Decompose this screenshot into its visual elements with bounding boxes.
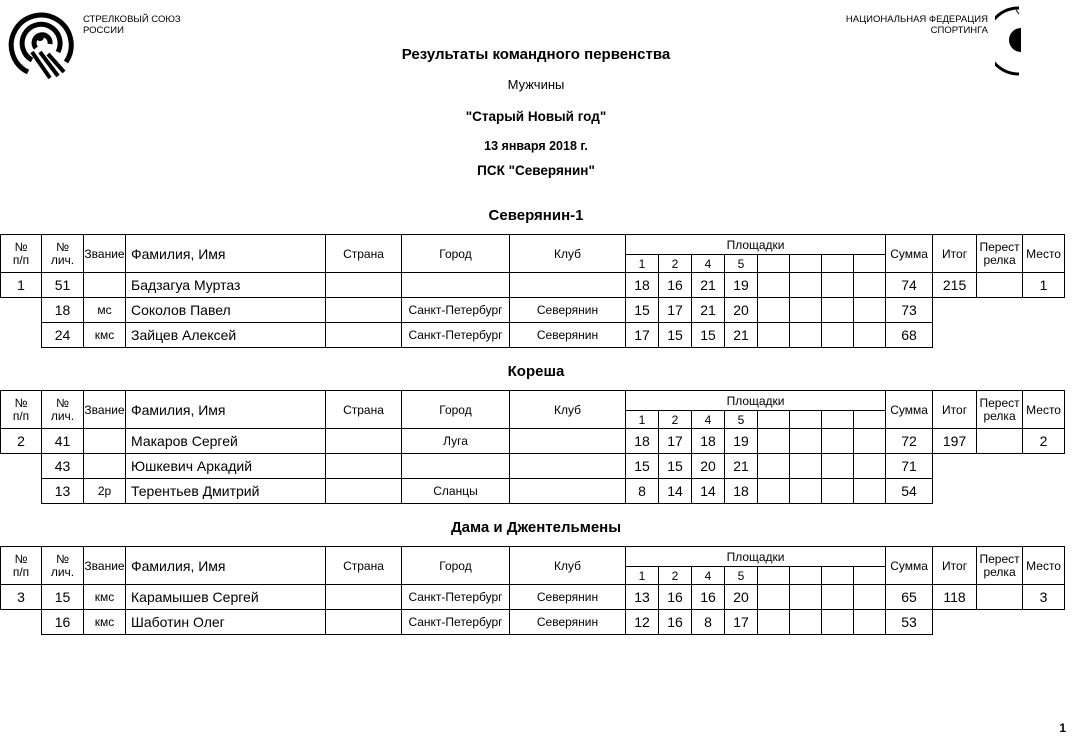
range-empty-cell [790, 273, 822, 298]
sporting-federation-logo [995, 6, 1021, 76]
range-empty-cell [790, 479, 822, 504]
blank-cell [977, 298, 1023, 323]
col-header-name: Фамилия, Имя [126, 235, 326, 273]
col-header-shootoff [977, 547, 1023, 585]
license-number: 24 [42, 323, 84, 348]
license-number: 43 [42, 454, 84, 479]
range-score: 14 [659, 479, 692, 504]
range-score: 8 [692, 610, 725, 635]
col-header-name: Фамилия, Имя [126, 547, 326, 585]
range-empty-cell [790, 298, 822, 323]
shooter-sum: 73 [886, 298, 933, 323]
blank-cell [1, 298, 42, 323]
blank-cell [1023, 610, 1065, 635]
col-header-lic-line1: № [56, 239, 69, 254]
shooter-sum: 65 [886, 585, 933, 610]
rank [84, 429, 126, 454]
team-name: Дама и Джентельмены [450, 519, 622, 536]
range-score: 17 [659, 429, 692, 454]
org-right-line2: СПОРТИНГА [930, 25, 988, 36]
range-number: 4 [692, 567, 725, 585]
col-header-shootoff-line2: релка [983, 408, 1016, 423]
city: Санкт-Петербург [402, 298, 510, 323]
col-header-num-line2: п/п [12, 408, 30, 423]
col-header-ranges: Площадки [626, 547, 886, 567]
range-empty-cell [854, 610, 886, 635]
col-header-shootoff-line1: Перест [979, 551, 1020, 566]
team-total: 197 [933, 429, 977, 454]
col-header-city: Город [402, 391, 510, 429]
country [326, 479, 402, 504]
range-number: 5 [725, 255, 758, 273]
shooter-name: Макаров Сергей [126, 429, 326, 454]
team-place: 2 [1023, 429, 1065, 454]
col-header-ranges: Площадки [626, 235, 886, 255]
col-header-shootoff-line1: Перест [979, 395, 1020, 410]
country [326, 273, 402, 298]
range-empty-cell [822, 454, 854, 479]
blank-cell [933, 454, 977, 479]
range-empty-cell [758, 454, 790, 479]
range-empty-cell [854, 479, 886, 504]
team-name: Северянин-1 [488, 207, 584, 224]
col-header-country: Страна [326, 235, 402, 273]
country [326, 585, 402, 610]
col-header-lic-line2: лич. [50, 408, 75, 423]
range-score: 20 [692, 454, 725, 479]
club [510, 454, 626, 479]
org-left-line2: РОССИИ [83, 25, 124, 36]
range-score: 19 [725, 273, 758, 298]
country [326, 429, 402, 454]
range-score: 21 [725, 323, 758, 348]
table-row [1, 273, 1065, 298]
range-empty-cell [790, 323, 822, 348]
org-left-line1: СТРЕЛКОВЫЙ СОЮЗ [83, 14, 181, 25]
col-header-num [1, 391, 42, 429]
col-header-rank: Звание [84, 547, 126, 585]
shooter-name: Карамышев Сергей [126, 585, 326, 610]
license-number: 41 [42, 429, 84, 454]
col-header-club: Клуб [510, 391, 626, 429]
range-empty-cell [854, 273, 886, 298]
range-empty-cell [758, 585, 790, 610]
rank [84, 454, 126, 479]
range-empty-cell [790, 429, 822, 454]
range-score: 15 [626, 454, 659, 479]
range-empty-cell [854, 255, 886, 273]
city: Сланцы [402, 479, 510, 504]
range-empty-cell [854, 411, 886, 429]
range-empty-cell [758, 273, 790, 298]
org-right-line1: НАЦИОНАЛЬНАЯ ФЕДЕРАЦИЯ [845, 14, 988, 25]
col-header-total: Итог [933, 235, 977, 273]
range-empty-cell [790, 585, 822, 610]
range-score: 20 [725, 585, 758, 610]
blank-cell [1, 610, 42, 635]
team-results-table [0, 234, 1065, 348]
col-header-sum: Сумма [886, 235, 933, 273]
range-score: 12 [626, 610, 659, 635]
shooter-sum: 74 [886, 273, 933, 298]
col-header-total: Итог [933, 391, 977, 429]
range-score: 17 [659, 298, 692, 323]
range-number: 4 [692, 411, 725, 429]
blank-cell [933, 298, 977, 323]
table-row [1, 610, 1065, 635]
col-header-num-line1: № [14, 395, 28, 410]
team-number: 2 [1, 429, 42, 454]
blank-cell [977, 323, 1023, 348]
range-number: 2 [659, 255, 692, 273]
team-name: Кореша [507, 363, 565, 380]
range-score: 17 [725, 610, 758, 635]
blank-cell [1, 323, 42, 348]
range-empty-cell [790, 567, 822, 585]
col-header-lic-line1: № [56, 395, 69, 410]
event-date: 13 января 2018 г. [484, 139, 588, 153]
city: Луга [402, 429, 510, 454]
range-empty-cell [854, 585, 886, 610]
range-empty-cell [854, 298, 886, 323]
license-number: 16 [42, 610, 84, 635]
range-number: 2 [659, 411, 692, 429]
rank: кмс [84, 610, 126, 635]
license-number: 18 [42, 298, 84, 323]
range-empty-cell [822, 298, 854, 323]
range-number: 5 [725, 567, 758, 585]
range-empty-cell [758, 323, 790, 348]
col-header-lic [42, 391, 84, 429]
blank-cell [933, 479, 977, 504]
col-header-num-line2: п/п [12, 564, 30, 579]
shooter-sum: 68 [886, 323, 933, 348]
range-empty-cell [822, 567, 854, 585]
col-header-shootoff-line2: релка [983, 564, 1016, 579]
range-empty-cell [790, 454, 822, 479]
shooter-sum: 71 [886, 454, 933, 479]
range-empty-cell [854, 429, 886, 454]
shooter-name: Терентьев Дмитрий [126, 479, 326, 504]
range-empty-cell [790, 610, 822, 635]
range-score: 13 [626, 585, 659, 610]
range-score: 17 [626, 323, 659, 348]
col-header-country: Страна [326, 391, 402, 429]
col-header-lic [42, 547, 84, 585]
club [510, 273, 626, 298]
shootoff-cell [977, 273, 1023, 298]
col-header-total: Итог [933, 547, 977, 585]
blank-cell [1, 454, 42, 479]
blank-cell [1, 479, 42, 504]
range-empty-cell [854, 567, 886, 585]
team-number: 1 [1, 273, 42, 298]
col-header-num-line1: № [14, 239, 28, 254]
col-header-sum: Сумма [886, 391, 933, 429]
range-score: 21 [692, 273, 725, 298]
blank-cell [1023, 323, 1065, 348]
col-header-num [1, 235, 42, 273]
range-score: 15 [659, 454, 692, 479]
team-number: 3 [1, 585, 42, 610]
org-name-right [846, 14, 988, 36]
range-score: 16 [659, 585, 692, 610]
range-empty-cell [822, 255, 854, 273]
country [326, 323, 402, 348]
rank: 2р [84, 479, 126, 504]
blank-cell [977, 454, 1023, 479]
col-header-sum: Сумма [886, 547, 933, 585]
shooter-name: Шаботин Олег [126, 610, 326, 635]
range-score: 18 [692, 429, 725, 454]
blank-cell [1023, 454, 1065, 479]
col-header-ranges: Площадки [626, 391, 886, 411]
range-number: 5 [725, 411, 758, 429]
city: Санкт-Петербург [402, 323, 510, 348]
range-number: 1 [626, 255, 659, 273]
shooter-sum: 72 [886, 429, 933, 454]
range-number: 2 [659, 567, 692, 585]
col-header-shootoff [977, 391, 1023, 429]
col-header-num-line2: п/п [12, 252, 30, 267]
shooting-union-logo [6, 2, 74, 80]
range-empty-cell [822, 323, 854, 348]
range-empty-cell [790, 255, 822, 273]
range-empty-cell [822, 273, 854, 298]
team-place: 1 [1023, 273, 1065, 298]
col-header-club: Клуб [510, 235, 626, 273]
report-title: Результаты командного первенства [401, 46, 671, 63]
range-number: 4 [692, 255, 725, 273]
col-header-lic-line2: лич. [50, 564, 75, 579]
page-number: 1 [1059, 721, 1066, 735]
city [402, 454, 510, 479]
col-header-lic [42, 235, 84, 273]
range-empty-cell [822, 585, 854, 610]
range-empty-cell [790, 411, 822, 429]
event-name: "Старый Новый год" [465, 109, 607, 124]
col-header-place: Место [1023, 391, 1065, 429]
range-score: 15 [626, 298, 659, 323]
col-header-name: Фамилия, Имя [126, 391, 326, 429]
city [402, 273, 510, 298]
range-empty-cell [758, 298, 790, 323]
shootoff-cell [977, 429, 1023, 454]
range-score: 18 [626, 429, 659, 454]
col-header-club: Клуб [510, 547, 626, 585]
rank: кмс [84, 585, 126, 610]
license-number: 13 [42, 479, 84, 504]
club [510, 479, 626, 504]
shooter-sum: 54 [886, 479, 933, 504]
blank-cell [1023, 298, 1065, 323]
range-empty-cell [758, 479, 790, 504]
shootoff-cell [977, 585, 1023, 610]
range-score: 18 [725, 479, 758, 504]
range-score: 20 [725, 298, 758, 323]
club: Северянин [510, 610, 626, 635]
rank: кмс [84, 323, 126, 348]
range-empty-cell [822, 479, 854, 504]
col-header-shootoff [977, 235, 1023, 273]
shooter-name: Соколов Павел [126, 298, 326, 323]
col-header-num-line1: № [14, 551, 28, 566]
col-header-city: Город [402, 235, 510, 273]
blank-cell [933, 323, 977, 348]
col-header-city: Город [402, 547, 510, 585]
range-score: 14 [692, 479, 725, 504]
range-empty-cell [758, 255, 790, 273]
blank-cell [933, 610, 977, 635]
col-header-lic-line2: лич. [50, 252, 75, 267]
org-name-left [83, 14, 181, 36]
range-empty-cell [854, 323, 886, 348]
table-row [1, 479, 1065, 504]
license-number: 51 [42, 273, 84, 298]
range-number: 1 [626, 567, 659, 585]
event-venue: ПСК "Северянин" [477, 163, 595, 178]
country [326, 454, 402, 479]
license-number: 15 [42, 585, 84, 610]
range-score: 16 [692, 585, 725, 610]
club [510, 429, 626, 454]
city: Санкт-Петербург [402, 610, 510, 635]
team-total: 215 [933, 273, 977, 298]
col-header-place: Место [1023, 547, 1065, 585]
team-results-table [0, 546, 1065, 635]
table-row [1, 429, 1065, 454]
col-header-place: Место [1023, 235, 1065, 273]
table-row [1, 298, 1065, 323]
range-score: 19 [725, 429, 758, 454]
range-score: 15 [692, 323, 725, 348]
team-place: 3 [1023, 585, 1065, 610]
club: Северянин [510, 585, 626, 610]
col-header-shootoff-line2: релка [983, 252, 1016, 267]
shooter-name: Бадзагуа Муртаз [126, 273, 326, 298]
blank-cell [977, 610, 1023, 635]
col-header-country: Страна [326, 547, 402, 585]
blank-cell [977, 479, 1023, 504]
rank: мс [84, 298, 126, 323]
team-results-table [0, 390, 1065, 504]
city: Санкт-Петербург [402, 585, 510, 610]
shooter-name: Зайцев Алексей [126, 323, 326, 348]
range-empty-cell [854, 454, 886, 479]
range-score: 21 [692, 298, 725, 323]
col-header-rank: Звание [84, 391, 126, 429]
range-score: 8 [626, 479, 659, 504]
col-header-lic-line1: № [56, 551, 69, 566]
range-number: 1 [626, 411, 659, 429]
col-header-shootoff-line1: Перест [979, 239, 1020, 254]
team-total: 118 [933, 585, 977, 610]
shooter-sum: 53 [886, 610, 933, 635]
range-empty-cell [822, 411, 854, 429]
range-empty-cell [822, 429, 854, 454]
blank-cell [1023, 479, 1065, 504]
range-score: 16 [659, 610, 692, 635]
range-empty-cell [758, 610, 790, 635]
range-score: 18 [626, 273, 659, 298]
table-row [1, 454, 1065, 479]
report-subtitle: Мужчины [507, 77, 565, 92]
range-empty-cell [758, 429, 790, 454]
rank [84, 273, 126, 298]
range-empty-cell [822, 610, 854, 635]
club: Северянин [510, 298, 626, 323]
col-header-num [1, 547, 42, 585]
range-score: 21 [725, 454, 758, 479]
country [326, 298, 402, 323]
club: Северянин [510, 323, 626, 348]
shooter-name: Юшкевич Аркадий [126, 454, 326, 479]
col-header-rank: Звание [84, 235, 126, 273]
table-row [1, 323, 1065, 348]
table-row [1, 585, 1065, 610]
range-empty-cell [758, 567, 790, 585]
country [326, 610, 402, 635]
range-score: 15 [659, 323, 692, 348]
range-score: 16 [659, 273, 692, 298]
range-empty-cell [758, 411, 790, 429]
